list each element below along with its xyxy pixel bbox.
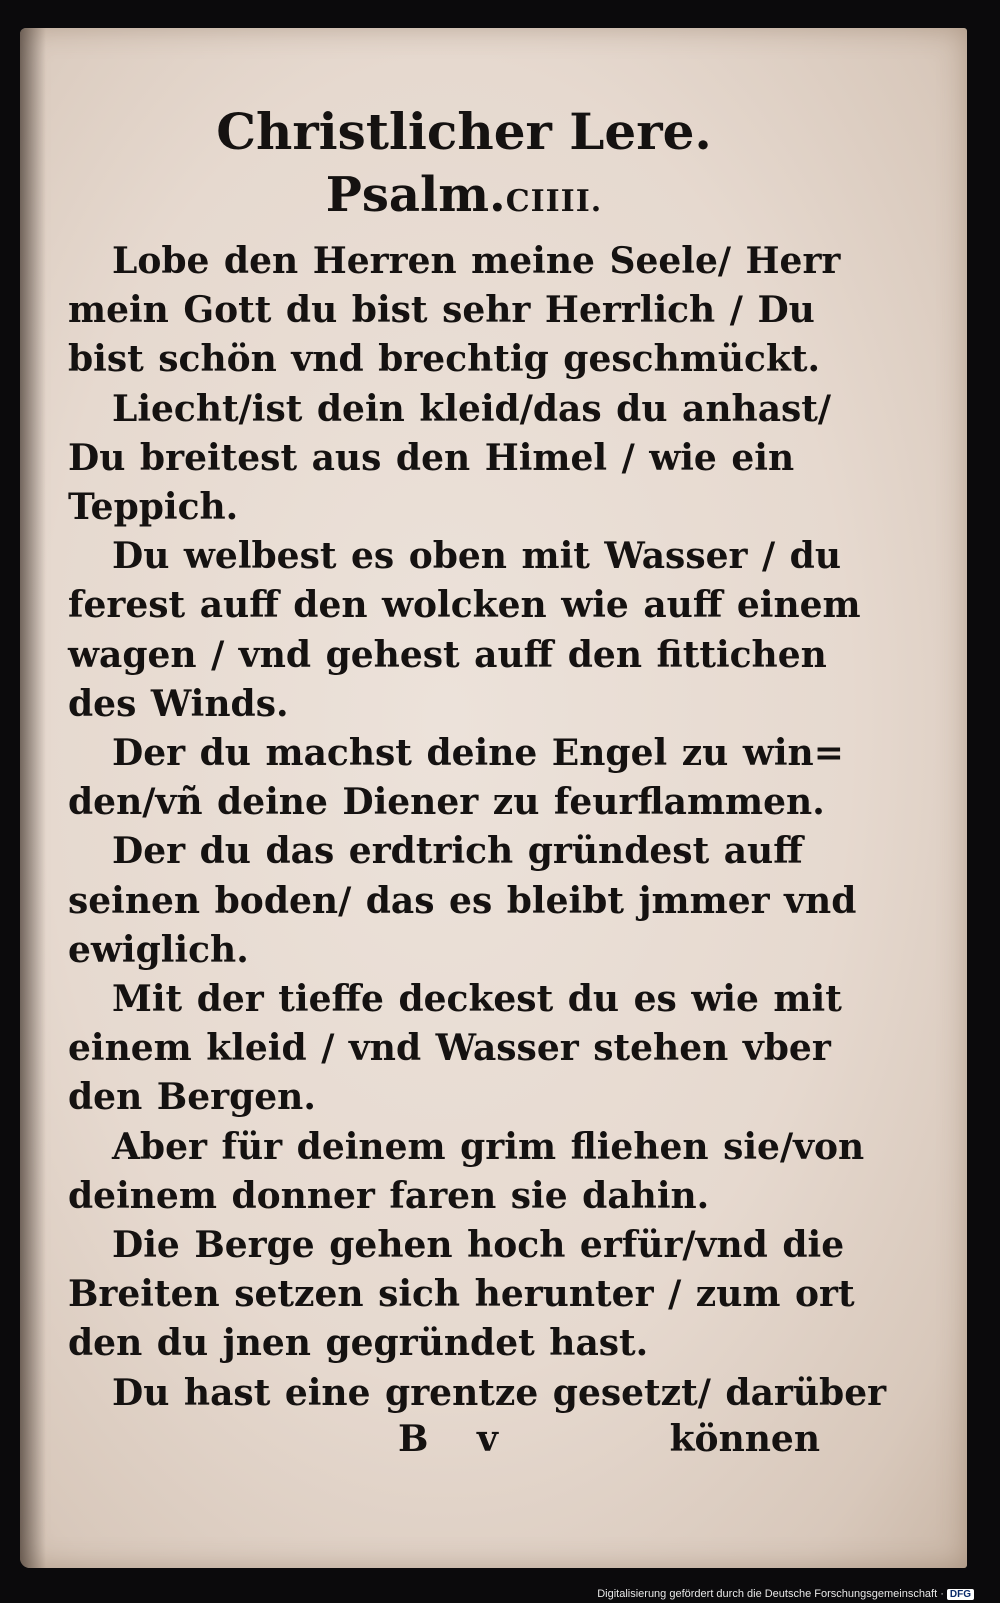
verse-line: Mit der tieffe deckest du es wie mit — [112, 978, 842, 1021]
verse-line: Breiten setzen sich herunter / zum ort — [68, 1273, 855, 1316]
psalm-title: Psalm. — [325, 167, 506, 223]
dfg-logo: DFG — [947, 1589, 974, 1600]
verse-4 — [68, 729, 844, 827]
verse-7 — [68, 1123, 865, 1221]
verse-line: den Bergen. — [68, 1076, 316, 1119]
verse-line: den/vñ deine Diener zu feurflammen. — [68, 781, 825, 824]
psalm-number: CIIII. — [505, 184, 603, 219]
verse-line: Du breitest aus den Himel / wie ein — [68, 436, 795, 479]
verse-8 — [68, 1221, 855, 1369]
verse-line: Du hast eine grentze gesetzt/ darüber — [112, 1371, 887, 1414]
verse-line: deinem donner faren sie dahin. — [68, 1174, 710, 1217]
verse-line: Lobe den Herren meine Seele/ Herr — [112, 240, 841, 282]
verse-line: seinen boden/ das es bleibt jmmer vnd — [68, 879, 857, 922]
verse-6 — [68, 975, 842, 1123]
verse-line: bist schön vnd brechtig geschmückt. — [68, 338, 821, 381]
verse-line: Teppich. — [68, 486, 239, 529]
verse-line: einem kleid / vnd Wasser stehen vber — [68, 1027, 831, 1070]
psalm-heading — [68, 164, 820, 233]
verse-line: wagen / vnd gehest auff den fittichen — [68, 633, 827, 676]
book-page — [20, 28, 967, 1568]
verse-line: Du welbest es oben mit Wasser / du — [112, 535, 842, 578]
digitization-credit — [597, 1588, 974, 1600]
verse-1 — [68, 237, 841, 385]
verse-9 — [68, 1369, 887, 1418]
verse-line: ferest auff den wolcken wie auff einem — [68, 584, 861, 627]
running-head: Christlicher Lere. — [216, 102, 712, 161]
verse-line: mein Gott du bist sehr Herrlich / Du — [68, 289, 815, 332]
verse-line: Die Berge gehen hoch erfür/vnd die — [112, 1224, 845, 1267]
verse-5 — [68, 827, 857, 975]
verse-line: Liecht/ist dein kleid/das du anhast/ — [112, 387, 832, 430]
verse-line: ewiglich. — [68, 928, 249, 971]
verse-line: den du jnen gegründet hast. — [68, 1322, 649, 1365]
verse-line: Der du machst deine Engel zu win= — [112, 732, 844, 775]
catchword: können — [669, 1417, 820, 1460]
verse-line: des Winds. — [68, 682, 289, 725]
verse-2 — [68, 385, 832, 533]
page-text-block — [68, 100, 887, 1468]
verse-line: Der du das erdtrich gründest auff — [112, 830, 803, 873]
page-footer-line — [68, 1418, 820, 1468]
verse-line: Aber für deinem grim fliehen sie/von — [112, 1125, 865, 1168]
credit-text: Digitalisierung gefördert durch die Deutsche Forschungsgemeinschaft · — [597, 1588, 944, 1600]
signature-mark: B v — [398, 1417, 516, 1460]
verse-3 — [68, 532, 861, 729]
page-gutter-shadow — [20, 28, 46, 1568]
